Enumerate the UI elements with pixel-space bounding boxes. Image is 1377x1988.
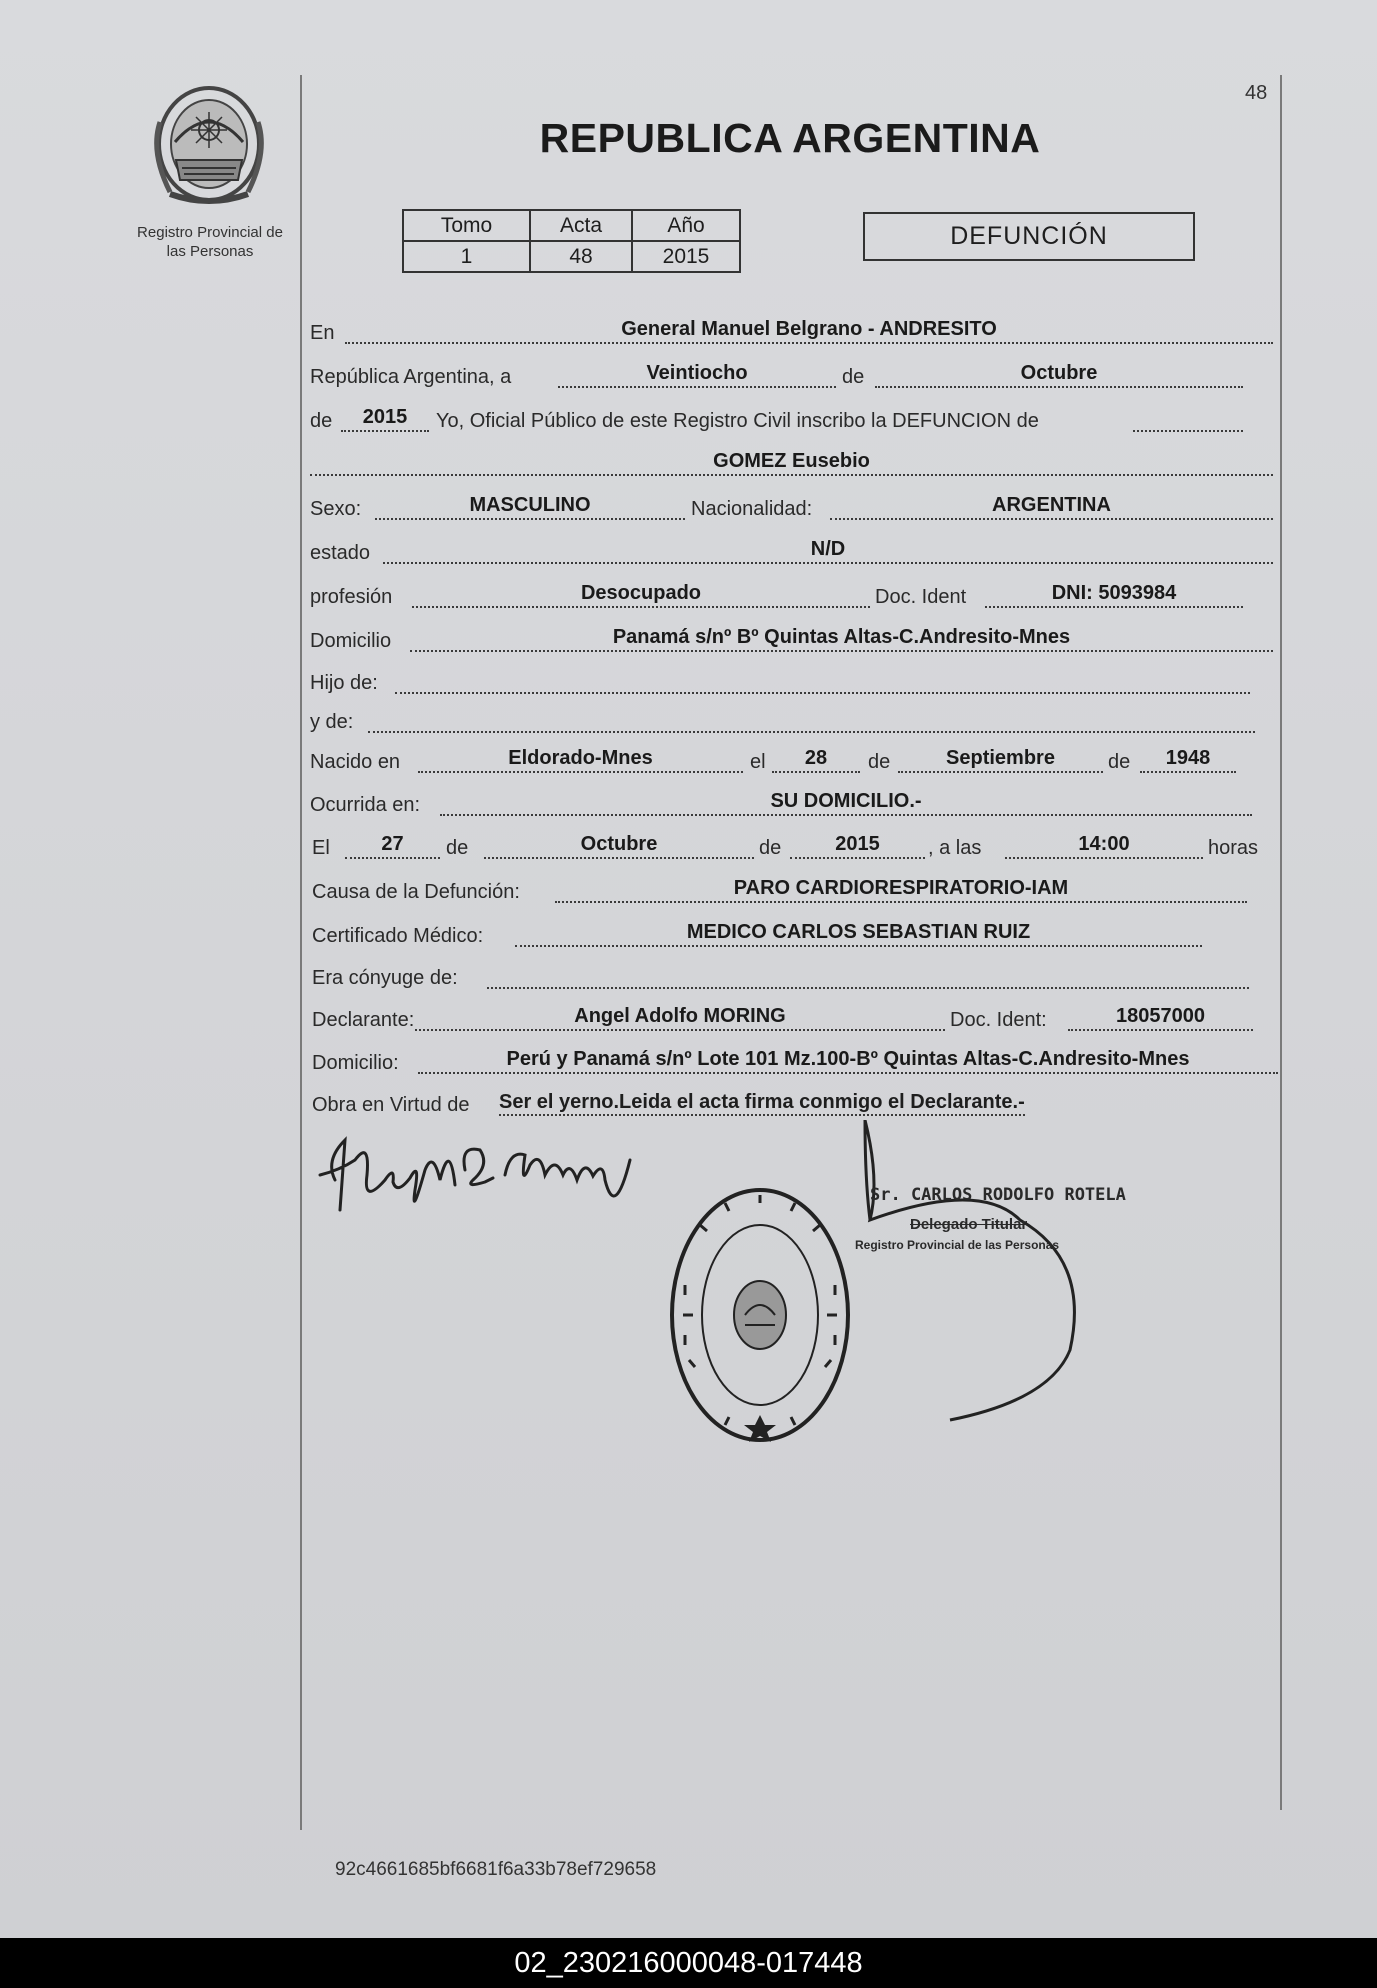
label-intro: Yo, Oficial Público de este Registro Civil inscribo la DEFUNCION de: [436, 410, 1039, 432]
field-obra: Ser el yerno.Leida el acta firma conmigo el Declarante.-: [499, 1090, 1025, 1116]
label-el-1: el: [750, 751, 766, 773]
field-day-words: Veintiocho: [558, 362, 836, 388]
record-table: [402, 209, 741, 273]
label-domicilio-2: Domicilio:: [312, 1052, 399, 1074]
label-ocurrida-en: Ocurrida en:: [310, 794, 421, 816]
label-republica: República Argentina, a: [310, 366, 512, 388]
field-declarante-doc: 18057000: [1068, 1005, 1253, 1031]
field-birth-year: 1948: [1140, 747, 1236, 773]
label-nacionalidad: Nacionalidad:: [691, 498, 813, 520]
left-margin-line: [300, 75, 302, 1830]
field-causa: PARO CARDIORESPIRATORIO-IAM: [555, 877, 1247, 903]
field-declarante: Angel Adolfo MORING: [415, 1005, 945, 1031]
label-profesion: profesión: [310, 586, 393, 608]
label-domicilio: Domicilio: [310, 630, 392, 652]
official-registry: Registro Provincial de las Personas: [855, 1238, 1060, 1252]
field-profesion: Desocupado: [412, 582, 870, 608]
label-declarante: Declarante:: [312, 1009, 415, 1031]
label-en: En: [310, 322, 335, 344]
field-certificado: MEDICO CARLOS SEBASTIAN RUIZ: [515, 921, 1202, 947]
label-doc-ident-2: Doc. Ident:: [950, 1009, 1047, 1031]
header-tomo: Tomo: [403, 210, 530, 241]
label-de-4: de: [1108, 751, 1131, 773]
field-hijo-de: [395, 668, 1250, 694]
misiones-crest-icon: [150, 82, 268, 210]
label-de-2: de: [310, 410, 333, 432]
value-ano: 2015: [632, 241, 740, 272]
record-type-box: DEFUNCIÓN: [863, 212, 1195, 261]
field-ocurrida: SU DOMICILIO.-: [440, 790, 1252, 816]
footer-id-bar: 02_230216000048-017448: [0, 1938, 1377, 1988]
field-death-month: Octubre: [484, 833, 754, 859]
record-table-value-row: [403, 241, 740, 272]
field-y-de: [368, 707, 1255, 733]
label-certificado: Certificado Médico:: [312, 925, 484, 947]
official-name: Sr. CARLOS RODOLFO ROTELA: [870, 1185, 1126, 1205]
label-y-de: y de:: [310, 711, 354, 733]
field-declarante-domicilio: Perú y Panamá s/nº Lote 101 Mz.100-Bº Quintas Altas-C.Andresito-Mnes: [418, 1048, 1278, 1074]
field-birth-month: Septiembre: [898, 747, 1103, 773]
header-ano: Año: [632, 210, 740, 241]
label-nacido-en: Nacido en: [310, 751, 401, 773]
field-birth-day: 28: [772, 747, 860, 773]
label-doc-ident: Doc. Ident: [875, 586, 967, 608]
registry-caption-line1: Registro Provincial de: [137, 224, 283, 241]
value-acta: 48: [530, 241, 632, 272]
official-signature: [860, 1120, 1180, 1450]
label-a-las: , a las: [928, 837, 982, 859]
label-obra: Obra en Virtud de: [312, 1094, 470, 1116]
page-number: 48: [1245, 82, 1268, 104]
official-role: Delegado Titular: [910, 1216, 1028, 1233]
label-de-1: de: [842, 366, 865, 388]
field-deceased-name: GOMEZ Eusebio: [310, 450, 1273, 476]
label-estado: estado: [310, 542, 371, 564]
field-intro-blank: [1133, 406, 1243, 432]
label-de-5: de: [446, 837, 469, 859]
field-estado: N/D: [383, 538, 1273, 564]
header-acta: Acta: [530, 210, 632, 241]
field-domicilio: Panamá s/nº Bº Quintas Altas-C.Andresito-Mnes: [410, 626, 1273, 652]
value-tomo: 1: [403, 241, 530, 272]
field-death-day: 27: [345, 833, 440, 859]
label-hijo-de: Hijo de:: [310, 672, 378, 694]
document-title: REPUBLICA ARGENTINA: [539, 115, 1041, 161]
label-de-3: de: [868, 751, 891, 773]
field-sexo: MASCULINO: [375, 494, 685, 520]
label-conyuge: Era cónyuge de:: [312, 967, 458, 989]
declarant-signature: [315, 1120, 645, 1230]
label-horas: horas: [1208, 837, 1259, 859]
field-nacionalidad: ARGENTINA: [830, 494, 1273, 520]
field-birth-place: Eldorado-Mnes: [418, 747, 743, 773]
label-de-6: de: [759, 837, 782, 859]
field-month: Octubre: [875, 362, 1243, 388]
label-causa: Causa de la Defunción:: [312, 881, 520, 903]
field-dni: DNI: 5093984: [985, 582, 1243, 608]
field-death-time: 14:00: [1005, 833, 1203, 859]
field-place: General Manuel Belgrano - ANDRESITO: [345, 318, 1273, 344]
right-margin-line: [1280, 75, 1282, 1810]
registry-caption: [110, 223, 310, 261]
document-hash: 92c4661685bf6681f6a33b78ef729658: [335, 1859, 657, 1880]
record-table-header-row: [403, 210, 740, 241]
registry-seal-icon: [665, 1185, 855, 1455]
field-conyuge: [487, 963, 1249, 989]
field-death-year: 2015: [790, 833, 925, 859]
label-sexo: Sexo:: [310, 498, 362, 520]
field-year: 2015: [341, 406, 429, 432]
registry-caption-line2: las Personas: [166, 243, 254, 260]
label-el-2: El: [312, 837, 330, 859]
